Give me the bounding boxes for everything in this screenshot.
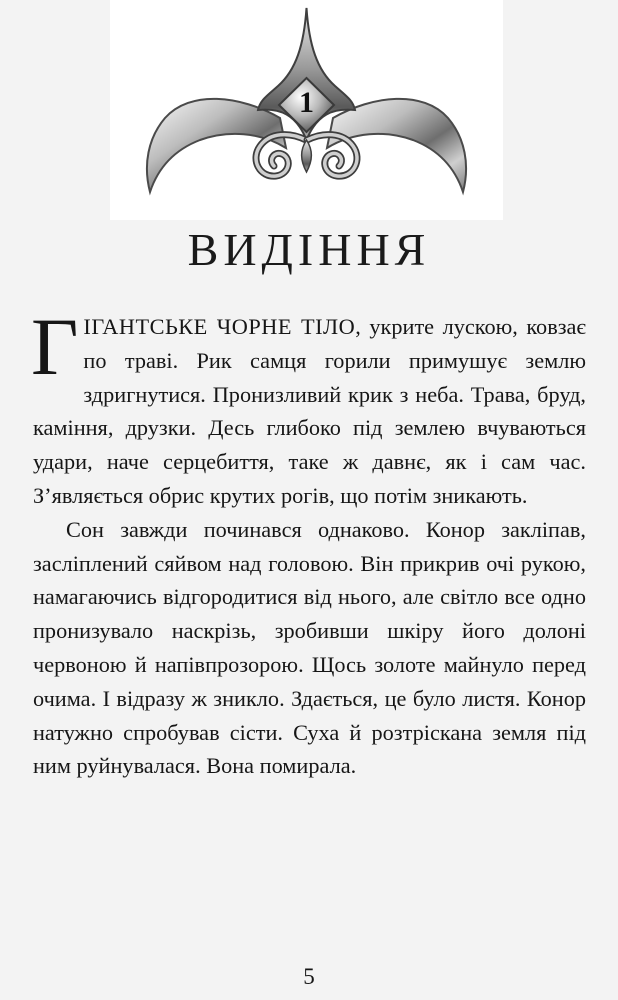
- chapter-ornament: [110, 0, 503, 220]
- page-number: 5: [303, 964, 315, 989]
- chapter-number: 1: [299, 86, 314, 119]
- body-text: [31, 301, 587, 783]
- lead-in-caps: ІГАНТСЬКЕ ЧОРНЕ ТІЛО: [83, 314, 356, 339]
- paragraph-2: Сон завжди починався однаково. Конор закліпав, засліплений сяйвом над головою. Він прикрив очі рукою, намагаючись відгородитися від нього, але світло все одно пронизувало наскрізь, зробивши шкіру його долоні червоною й напівпрозорою. Щось золоте майнуло перед очима. І відразу ж зникло. Здається, це було листя. Конор натужно спробував сісти. Суха й розтріскана земля під ним руйнувалася. Вона помирала.: [33, 516, 586, 779]
- drop-cap: Г: [31, 301, 79, 392]
- paragraph-1: [31, 301, 587, 513]
- chapter-title: ВИДІННЯ: [187, 224, 431, 275]
- paragraph-1-text: , укрите лускою, ковзає по траві. Рик самця горили примушує землю здригнутися. Пронизливий крик з неба. Трава, бруд, каміння, друзки. Десь глибоко під землею вчуваються удари, наче серцебиття, таке ж давнє, як і сам час. З’являється обрис крутих рогів, що потім зникають.: [33, 314, 587, 508]
